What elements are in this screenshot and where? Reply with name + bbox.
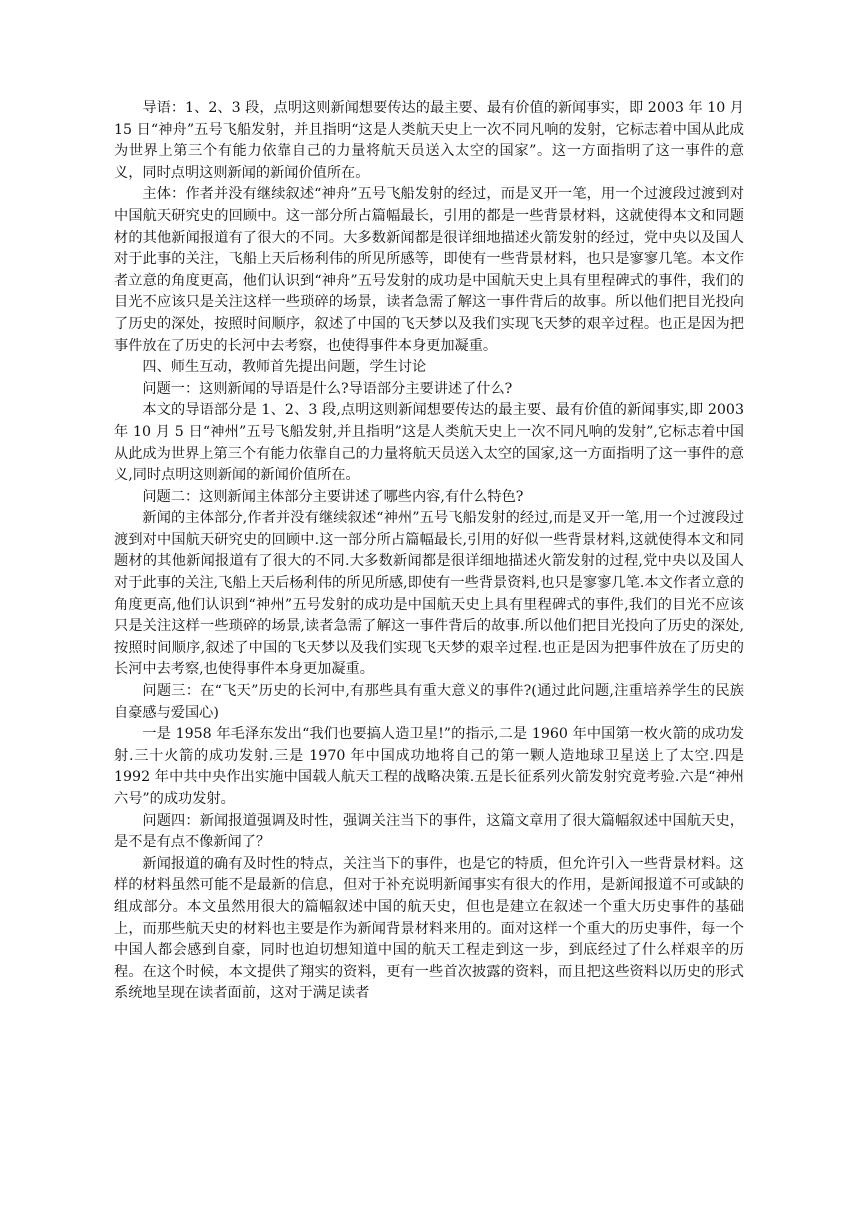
question-2: 问题二：这则新闻主体部分主要讲述了哪些内容,有什么特色? (142, 488, 524, 505)
question-4: 问题四：新闻报道强调及时性，强调关注当下的事件，这篇文章用了很大篇幅叙述中国航天史，是不是有点不像新闻了？ (114, 812, 744, 851)
answer-2: 新闻的主体部分,作者并没有继续叙述“神州”五号飞船发射的经过,而是叉开一笔,用一个过渡段过渡到对中国航天研究史的回顾中.这一部分所占篇幅最长,引用的好似一些背景材料,这就使得本文和同题材的其他新闻报道有了很大的不同.大多数新闻都是很详细地描述火箭发射的过程,党中央以及国人对于此事的关注,飞船上天后杨利伟的所见所感,即使有一些背景资料,也只是寥寥几笔.本文作者立意的角度更高,他们认识到“神州”五号发射的成功是中国航天史上具有里程碑式的事件,我们的目光不应该只是关注这样一些琐碎的场景,读者急需了解这一事件背后的故事.所以他们把目光投向了历史的深处,按照时间顺序,叙述了中国的飞天梦以及我们实现飞天梦的艰辛过程.也正是因为把事件放在了历史的长河中去考察,也使得事件本身更加凝重。 (114, 510, 744, 678)
question-1: 问题一：这则新闻的导语是什么?导语部分主要讲述了什么? (142, 380, 513, 397)
document-page (114, 98, 744, 1005)
section-heading: 四、师生互动，教师首先提出问题，学生讨论 (142, 359, 427, 376)
answer-1: 本文的导语部分是 1、2、3 段,点明这则新闻想要传达的最主要、最有价值的新闻事实,即 2003 年 10 月 5 日“神州”五号飞船发射,并且指明”这是人类航天史上一次不同凡响的发射”,它标志着中国从此成为世界上第三个有能力依靠自己的力量将航天员送入太空的国家,这一方面指明了这一事件的意义,同时点明这则新闻的新闻价值所在。 (114, 402, 744, 484)
answer-4: 新闻报道的确有及时性的特点，关注当下的事件，也是它的特质，但允许引入一些背景材料。这样的材料虽然可能不是最新的信息，但对于补充说明新闻事实有很大的作用，是新闻报道不可或缺的组成部分。本文虽然用很大的篇幅叙述中国的航天史，但也是建立在叙述一个重大历史事件的基础上，而那些航天史的材料也主要是作为新闻背景材料来用的。面对这样一个重大的历史事件，每一个中国人都会感到自豪，同时也迫切想知道中国的航天工程走到这一步，到底经过了什么样艰辛的历程。在这个时候，本文提供了翔实的资料，更有一些首次披露的资料，而且把这些资料以历史的形式系统地呈现在读者面前，这对于满足读者 (114, 855, 744, 1002)
question-3: 问题三：在“飞天”历史的长河中,有那些具有重大意义的事件?(通过此问题,注重培养学生的民族自豪感与爱国心) (114, 683, 744, 721)
paragraph-body: 主体：作者并没有继续叙述“神舟”五号飞船发射的经过，而是叉开一笔，用一个过渡段过渡到对中国航天研究史的回顾中。这一部分所占篇幅最长，引用的都是一些背景材料，这就使得本文和同题材的其他新闻报道有了很大的不同。大多数新闻都是很详细地描述火箭发射的经过，党中央以及国人对于此事的关注，飞船上天后杨利伟的所见所感等，即使有一些背景材料，也只是寥寥几笔。本文作者立意的角度更高，他们认识到“神舟”五号发射的成功是中国航天史上具有里程碑式的事件，我们的目光不应该只是关注这样一些琐碎的场景，读者急需了解这一事件背后的故事。所以他们把目光投向了历史的深处，按照时间顺序，叙述了中国的飞天梦以及我们实现飞天梦的艰辛过程。也正是因为把事件放在了历史的长河中去考察，也使得事件本身更加凝重。 (114, 186, 744, 354)
answer-3: 一是 1958 年毛泽东发出“我们也要搞人造卫星!”的指示,二是 1960 年中国第一枚火箭的成功发射.三十火箭的成功发射.三是 1970 年中国成功地将自己的第一颗人造地球卫星送上了太空.四是 1992 年中共中央作出实施中国载人航天工程的战略决策.五是长征系列火箭发射究竟考验.六是“神州六号”的成功发射。 (114, 726, 744, 807)
paragraph-intro: 导语：1、2、3 段，点明这则新闻想要传达的最主要、最有价值的新闻事实，即 2003 年 10 月 15 日“神舟”五号飞船发射，并且指明“这是人类航天史上一次不同凡响的发射，它标志着中国从此成为世界上第三个有能力依靠自己的力量将航天员送入太空的国家”。这一方面指明了这一事件的意义，同时点明这则新闻的新闻价值所在。 (114, 100, 744, 181)
